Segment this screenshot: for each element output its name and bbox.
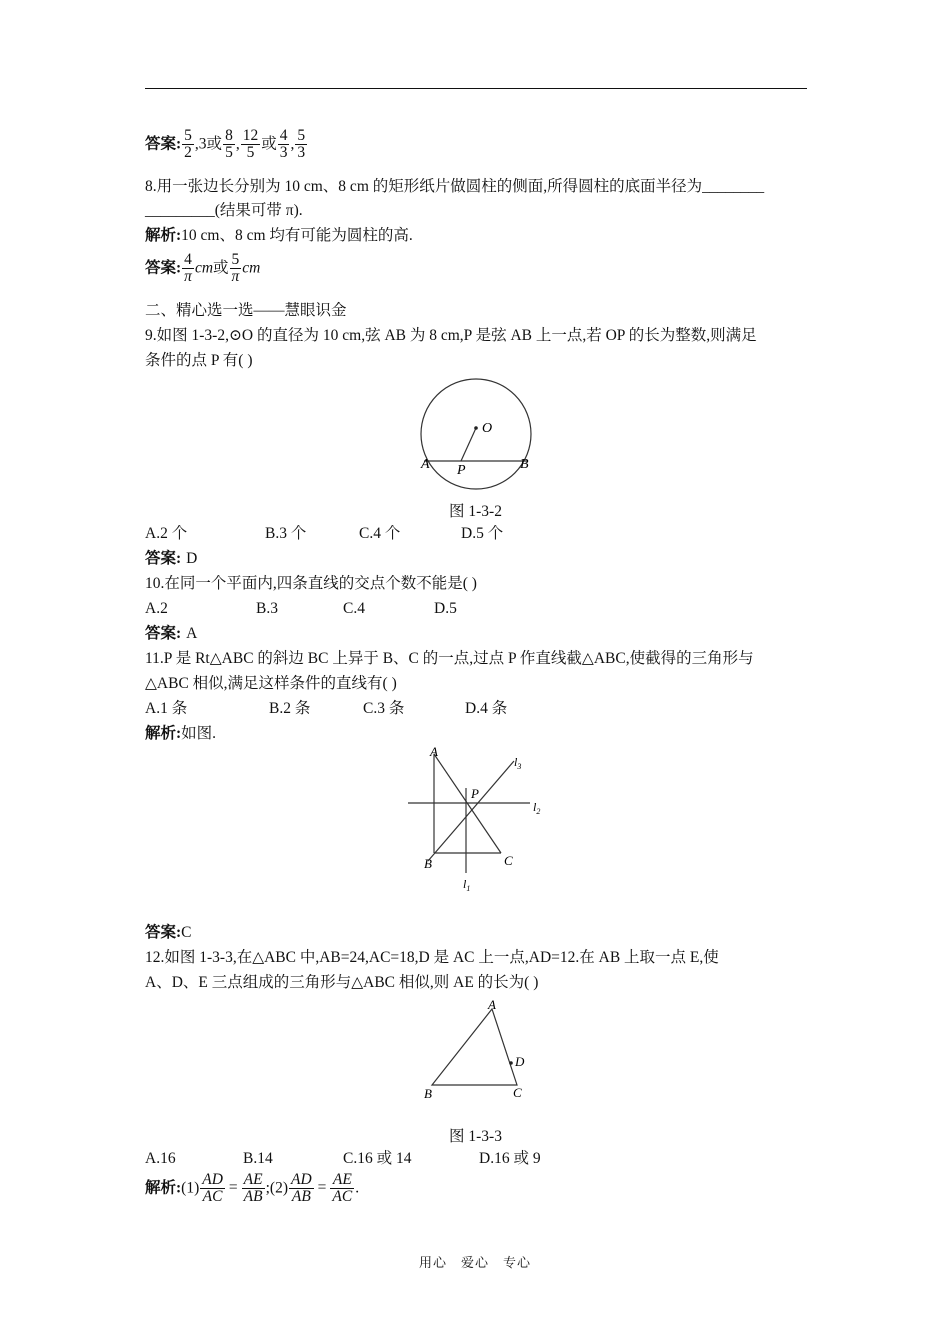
label-a: A bbox=[421, 457, 430, 472]
answer-label: 答案: bbox=[145, 924, 182, 941]
option-d: D.4 条 bbox=[465, 700, 508, 717]
answer-label: 答案: bbox=[145, 625, 182, 642]
q8-line2: _________(结果可带 π). bbox=[145, 202, 303, 219]
period: . bbox=[355, 1179, 360, 1197]
option-d: D.16 或 9 bbox=[479, 1150, 541, 1167]
ratio: $\frac{AE}{AB}$ bbox=[243, 1171, 263, 1206]
segment-op bbox=[461, 428, 476, 461]
option-c: C.4 个 bbox=[359, 525, 401, 542]
option-d: D.5 个 bbox=[461, 525, 504, 542]
figure-caption: 图 1-3-2 bbox=[449, 503, 502, 520]
q11-analysis bbox=[145, 724, 216, 744]
circle-o bbox=[421, 379, 531, 489]
option-c: C.4 bbox=[343, 600, 365, 617]
analysis-label: 解析: bbox=[145, 227, 182, 244]
label-o: O bbox=[482, 421, 493, 436]
q9-options bbox=[145, 524, 503, 544]
triangle-abc bbox=[432, 1009, 517, 1085]
q11-line2: △ABC 相似,满足这样条件的直线有( ) bbox=[145, 675, 397, 692]
separator: , bbox=[235, 135, 240, 153]
option-a: A.1 条 bbox=[145, 700, 188, 717]
header-rule bbox=[145, 88, 807, 89]
section-title: 二、精心选一选——慧眼识金 bbox=[145, 302, 347, 319]
option-d: D.5 bbox=[434, 600, 457, 617]
label-l3: $l_3$ bbox=[514, 755, 522, 771]
q7-answer-line bbox=[145, 128, 308, 162]
page-footer: 用心 爱心 专心 bbox=[418, 1256, 531, 1271]
label-p: P bbox=[471, 786, 479, 801]
label-c: C bbox=[513, 1085, 522, 1100]
answer-label: 答案: bbox=[145, 550, 182, 567]
unit: cm bbox=[242, 259, 261, 277]
q11-options bbox=[145, 699, 507, 719]
ratio: $\frac{AD}{AB}$ bbox=[291, 1171, 312, 1206]
q8-analysis bbox=[145, 226, 413, 246]
label-b: B bbox=[520, 457, 529, 472]
option-c: C.16 或 14 bbox=[343, 1150, 412, 1167]
answer-value: D bbox=[186, 550, 198, 567]
analysis-label: 解析: bbox=[145, 725, 182, 742]
line-l3 bbox=[428, 761, 514, 861]
label-l2: $l_2$ bbox=[533, 800, 541, 816]
answer-value: C bbox=[181, 924, 192, 941]
q9-line1: 9.如图 1-3-2,⊙O 的直径为 10 cm,弦 AB 为 8 cm,P 是弦 AB 上一点,若 OP 的长为整数,则满足 bbox=[145, 327, 757, 344]
fraction: $\frac{5}{3}$ bbox=[297, 127, 306, 162]
analysis-text: 如图. bbox=[181, 725, 217, 742]
equals: = bbox=[317, 1179, 327, 1197]
option-a: A.2 个 bbox=[145, 525, 188, 542]
figure-q11 bbox=[400, 740, 550, 900]
label-b: B bbox=[424, 1086, 432, 1101]
answer-text: 或 bbox=[261, 135, 277, 153]
fraction: $\frac{12}{5}$ bbox=[242, 127, 259, 162]
label-p: P bbox=[457, 463, 466, 478]
option-b: B.3 个 bbox=[265, 525, 307, 542]
q8-line1: 8.用一张边长分别为 10 cm、8 cm 的矩形纸片做圆柱的侧面,所得圆柱的底面半径为________ bbox=[145, 178, 765, 195]
paren-2: (2) bbox=[269, 1179, 288, 1197]
q9-line2: 条件的点 P 有( ) bbox=[145, 352, 253, 369]
figure-caption: 图 1-3-3 bbox=[449, 1128, 502, 1145]
option-c: C.3 条 bbox=[363, 700, 405, 717]
point-d bbox=[509, 1061, 513, 1065]
point-o bbox=[474, 426, 478, 430]
answer-label: 答案: bbox=[145, 259, 182, 277]
option-b: B.14 bbox=[243, 1150, 273, 1167]
option-a: A.2 bbox=[145, 600, 168, 617]
q10-answer bbox=[145, 624, 197, 644]
separator: , bbox=[290, 135, 295, 153]
label-l1: $l_1$ bbox=[463, 877, 471, 893]
equals: = bbox=[228, 1179, 238, 1197]
q10-line1: 10.在同一个平面内,四条直线的交点个数不能是( ) bbox=[145, 575, 477, 592]
label-a: A bbox=[430, 744, 438, 759]
fraction: $\frac{4}{3}$ bbox=[279, 127, 288, 162]
figure-1-3-2 bbox=[410, 370, 550, 500]
q8-answer bbox=[145, 252, 260, 286]
paren-1: (1) bbox=[181, 1179, 200, 1197]
unit: cm bbox=[194, 259, 214, 277]
option-b: B.2 条 bbox=[269, 700, 311, 717]
q12-line1: 12.如图 1-3-3,在△ABC 中,AB=24,AC=18,D 是 AC 上一点,AD=12.在 AB 上取一点 E,使 bbox=[145, 949, 719, 966]
fraction: $\frac{4}{\pi}$ bbox=[184, 251, 192, 286]
or-text: 或 bbox=[213, 259, 229, 277]
figure-1-3-3 bbox=[415, 995, 540, 1105]
q12-line2: A、D、E 三点组成的三角形与△ABC 相似,则 AE 的长为( ) bbox=[145, 974, 539, 991]
label-d: D bbox=[515, 1054, 525, 1069]
q12-analysis bbox=[145, 1172, 359, 1206]
q11-answer bbox=[145, 923, 192, 943]
q11-line1: 11.P 是 Rt△ABC 的斜边 BC 上异于 B、C 的一点,过点 P 作直线截△ABC,使截得的三角形与 bbox=[145, 650, 754, 667]
label-a: A bbox=[488, 997, 496, 1012]
answer-text: ,3或 bbox=[194, 135, 223, 153]
fraction: $\frac{5}{2}$ bbox=[184, 127, 192, 162]
answer-value: A bbox=[186, 625, 198, 642]
analysis-label: 解析: bbox=[145, 1179, 182, 1197]
answer-label: 答案: bbox=[145, 135, 182, 153]
analysis-text: 10 cm、8 cm 均有可能为圆柱的高. bbox=[181, 227, 413, 244]
option-b: B.3 bbox=[256, 600, 278, 617]
label-c: C bbox=[504, 853, 513, 868]
fraction: $\frac{8}{5}$ bbox=[225, 127, 233, 162]
q12-options bbox=[145, 1149, 541, 1169]
semicolon: ; bbox=[265, 1179, 270, 1197]
fraction: $\frac{5}{\pi}$ bbox=[231, 251, 240, 286]
ratio: $\frac{AD}{AC}$ bbox=[202, 1171, 223, 1206]
ratio: $\frac{AE}{AC}$ bbox=[332, 1171, 353, 1206]
label-b: B bbox=[424, 856, 432, 871]
q10-options bbox=[145, 599, 457, 619]
option-a: A.16 bbox=[145, 1150, 176, 1167]
q9-answer bbox=[145, 549, 197, 569]
